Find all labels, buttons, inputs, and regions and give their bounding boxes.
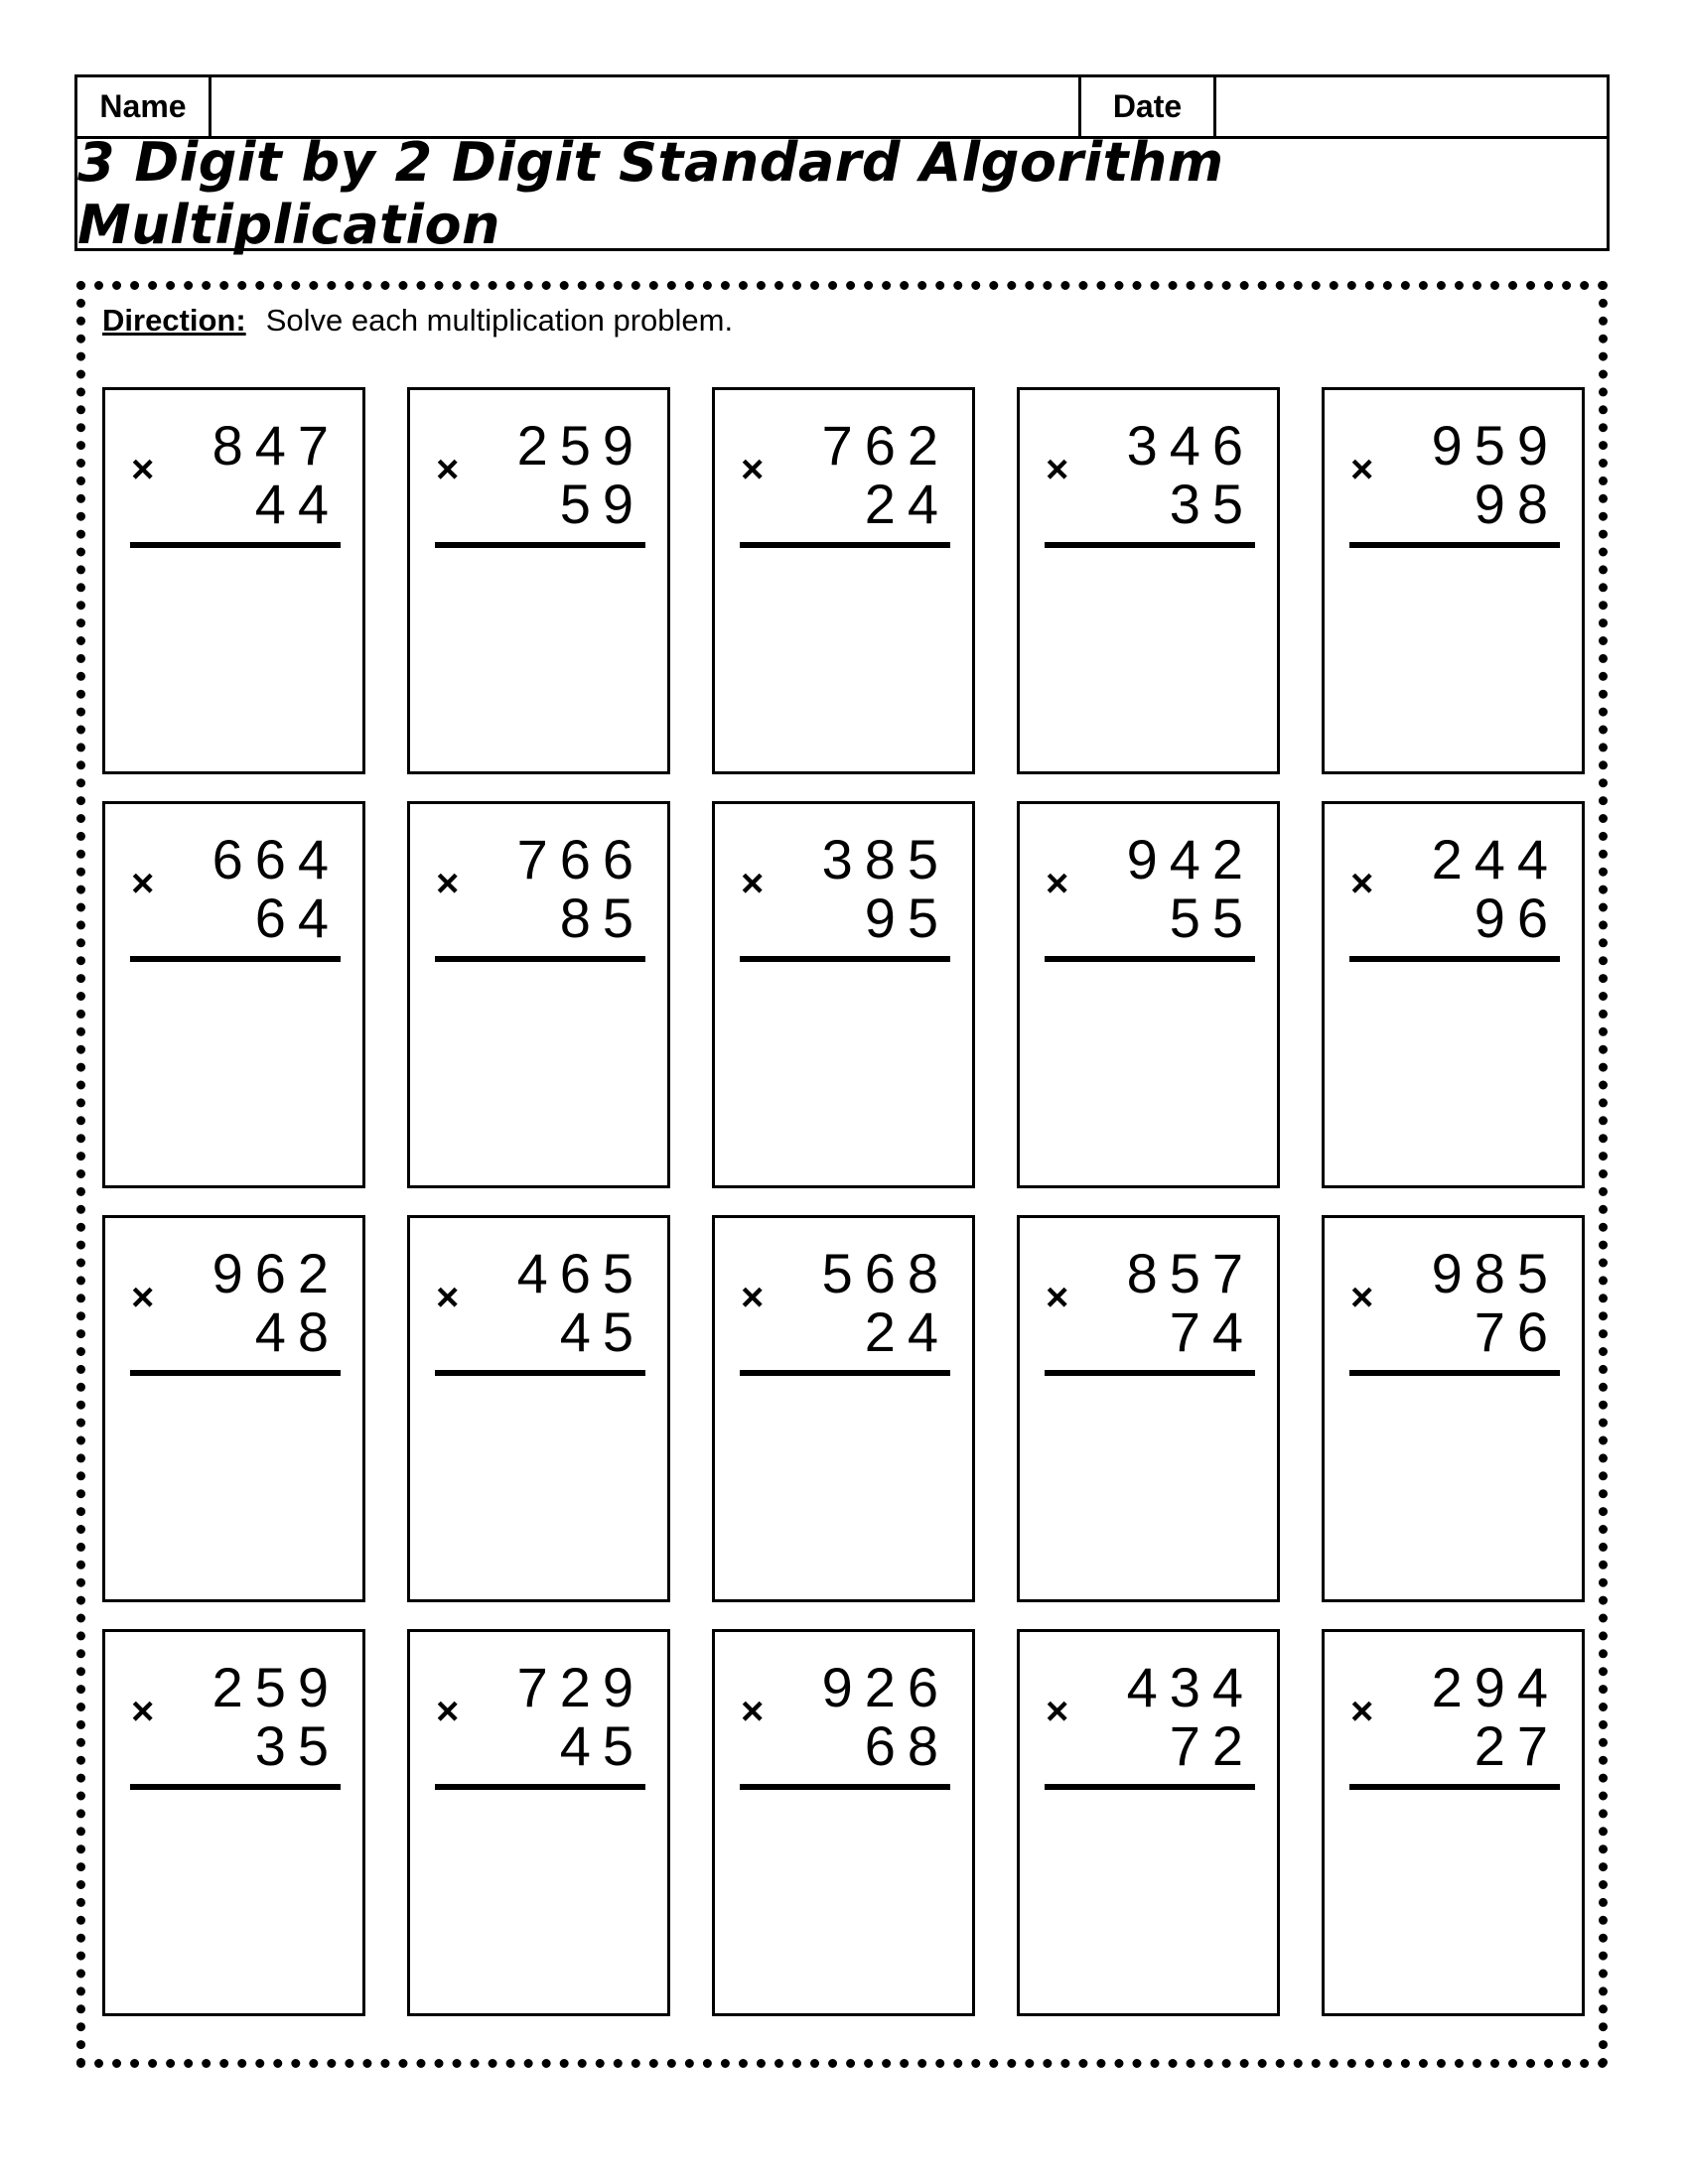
multiplicand: 434 bbox=[1126, 1656, 1255, 1718]
multiplicand: 962 bbox=[211, 1242, 341, 1304]
multiplicand: 465 bbox=[516, 1242, 645, 1304]
answer-line bbox=[1045, 542, 1255, 548]
multiply-sign: × bbox=[1046, 1690, 1069, 1733]
problem-box[interactable] bbox=[102, 1215, 365, 1602]
problem-box[interactable] bbox=[407, 387, 670, 774]
multiplicand: 259 bbox=[211, 1656, 341, 1718]
multiplicand: 926 bbox=[821, 1656, 950, 1718]
answer-line bbox=[130, 956, 341, 962]
multiply-sign: × bbox=[436, 862, 460, 905]
multiplicand: 259 bbox=[516, 414, 645, 477]
multiply-sign: × bbox=[1046, 862, 1069, 905]
multiplier: 44 bbox=[254, 473, 341, 535]
multiplier: 95 bbox=[864, 887, 950, 949]
multiplier: 27 bbox=[1474, 1714, 1560, 1777]
multiplier: 55 bbox=[1169, 887, 1255, 949]
multiplier: 48 bbox=[254, 1300, 341, 1363]
answer-line bbox=[1045, 1784, 1255, 1790]
date-field[interactable] bbox=[1216, 77, 1607, 136]
multiplier: 85 bbox=[559, 887, 645, 949]
multiplicand: 985 bbox=[1431, 1242, 1560, 1304]
multiplicand: 847 bbox=[211, 414, 341, 477]
multiplicand: 664 bbox=[211, 828, 341, 890]
multiplicand: 294 bbox=[1431, 1656, 1560, 1718]
multiply-sign: × bbox=[741, 1690, 765, 1733]
answer-line bbox=[130, 1370, 341, 1376]
direction-text: Solve each multiplication problem. bbox=[265, 303, 734, 338]
answer-line bbox=[130, 1784, 341, 1790]
multiplier: 98 bbox=[1474, 473, 1560, 535]
answer-line bbox=[740, 542, 950, 548]
multiplier: 35 bbox=[254, 1714, 341, 1777]
answer-line bbox=[740, 1370, 950, 1376]
multiply-sign: × bbox=[131, 448, 155, 491]
multiplicand: 766 bbox=[516, 828, 645, 890]
multiply-sign: × bbox=[741, 862, 765, 905]
multiplicand: 729 bbox=[516, 1656, 645, 1718]
name-date-row bbox=[77, 77, 1607, 139]
multiplier: 68 bbox=[864, 1714, 950, 1777]
answer-line bbox=[740, 1784, 950, 1790]
answer-line bbox=[1045, 956, 1255, 962]
multiplier: 24 bbox=[864, 473, 950, 535]
problem-box[interactable] bbox=[712, 1215, 975, 1602]
problem-box[interactable] bbox=[1322, 1629, 1585, 2016]
multiplicand: 959 bbox=[1431, 414, 1560, 477]
answer-line bbox=[1045, 1370, 1255, 1376]
multiply-sign: × bbox=[741, 448, 765, 491]
answer-line bbox=[1349, 1370, 1560, 1376]
answer-line bbox=[435, 1784, 645, 1790]
multiplier: 64 bbox=[254, 887, 341, 949]
answer-line bbox=[435, 542, 645, 548]
multiply-sign: × bbox=[741, 1276, 765, 1319]
multiply-sign: × bbox=[436, 1690, 460, 1733]
multiplier: 24 bbox=[864, 1300, 950, 1363]
multiplicand: 568 bbox=[821, 1242, 950, 1304]
answer-line bbox=[1349, 1784, 1560, 1790]
multiplicand: 346 bbox=[1126, 414, 1255, 477]
answer-line bbox=[435, 956, 645, 962]
multiplicand: 762 bbox=[821, 414, 950, 477]
problem-box[interactable] bbox=[1322, 1215, 1585, 1602]
answer-line bbox=[1349, 542, 1560, 548]
multiply-sign: × bbox=[1350, 1276, 1374, 1319]
name-label: Name bbox=[77, 77, 211, 136]
problem-box[interactable] bbox=[1017, 387, 1280, 774]
date-label: Date bbox=[1081, 77, 1216, 136]
problem-box[interactable] bbox=[102, 387, 365, 774]
multiply-sign: × bbox=[1046, 448, 1069, 491]
direction-line bbox=[102, 303, 733, 339]
multiplicand: 942 bbox=[1126, 828, 1255, 890]
name-field[interactable] bbox=[211, 77, 1081, 136]
worksheet-title: 3 Digit by 2 Digit Standard Algorithm Multiplication bbox=[77, 131, 1224, 256]
problem-box[interactable] bbox=[712, 1629, 975, 2016]
problem-box[interactable] bbox=[1322, 387, 1585, 774]
problem-box[interactable] bbox=[407, 1215, 670, 1602]
multiplier: 96 bbox=[1474, 887, 1560, 949]
multiplicand: 385 bbox=[821, 828, 950, 890]
problem-box[interactable] bbox=[1017, 801, 1280, 1188]
multiply-sign: × bbox=[131, 1276, 155, 1319]
multiply-sign: × bbox=[436, 1276, 460, 1319]
problem-box[interactable] bbox=[1017, 1629, 1280, 2016]
multiplier: 74 bbox=[1169, 1300, 1255, 1363]
answer-line bbox=[740, 956, 950, 962]
multiplicand: 857 bbox=[1126, 1242, 1255, 1304]
multiplicand: 244 bbox=[1431, 828, 1560, 890]
multiplier: 45 bbox=[559, 1300, 645, 1363]
multiplier: 35 bbox=[1169, 473, 1255, 535]
multiplier: 45 bbox=[559, 1714, 645, 1777]
multiply-sign: × bbox=[436, 448, 460, 491]
worksheet-header bbox=[74, 74, 1610, 256]
multiplier: 59 bbox=[559, 473, 645, 535]
problem-box[interactable] bbox=[712, 801, 975, 1188]
multiply-sign: × bbox=[131, 862, 155, 905]
multiplier: 76 bbox=[1474, 1300, 1560, 1363]
problem-box[interactable] bbox=[1322, 801, 1585, 1188]
answer-line bbox=[1349, 956, 1560, 962]
multiply-sign: × bbox=[1350, 1690, 1374, 1733]
answer-line bbox=[435, 1370, 645, 1376]
answer-line bbox=[130, 542, 341, 548]
problem-box[interactable] bbox=[102, 801, 365, 1188]
problem-box[interactable] bbox=[407, 1629, 670, 2016]
multiply-sign: × bbox=[1350, 448, 1374, 491]
problem-box[interactable] bbox=[712, 387, 975, 774]
problem-box[interactable] bbox=[1017, 1215, 1280, 1602]
multiply-sign: × bbox=[131, 1690, 155, 1733]
multiply-sign: × bbox=[1046, 1276, 1069, 1319]
problem-box[interactable] bbox=[407, 801, 670, 1188]
problem-box[interactable] bbox=[102, 1629, 365, 2016]
direction-label: Direction: bbox=[102, 303, 246, 338]
multiplier: 72 bbox=[1169, 1714, 1255, 1777]
multiply-sign: × bbox=[1350, 862, 1374, 905]
